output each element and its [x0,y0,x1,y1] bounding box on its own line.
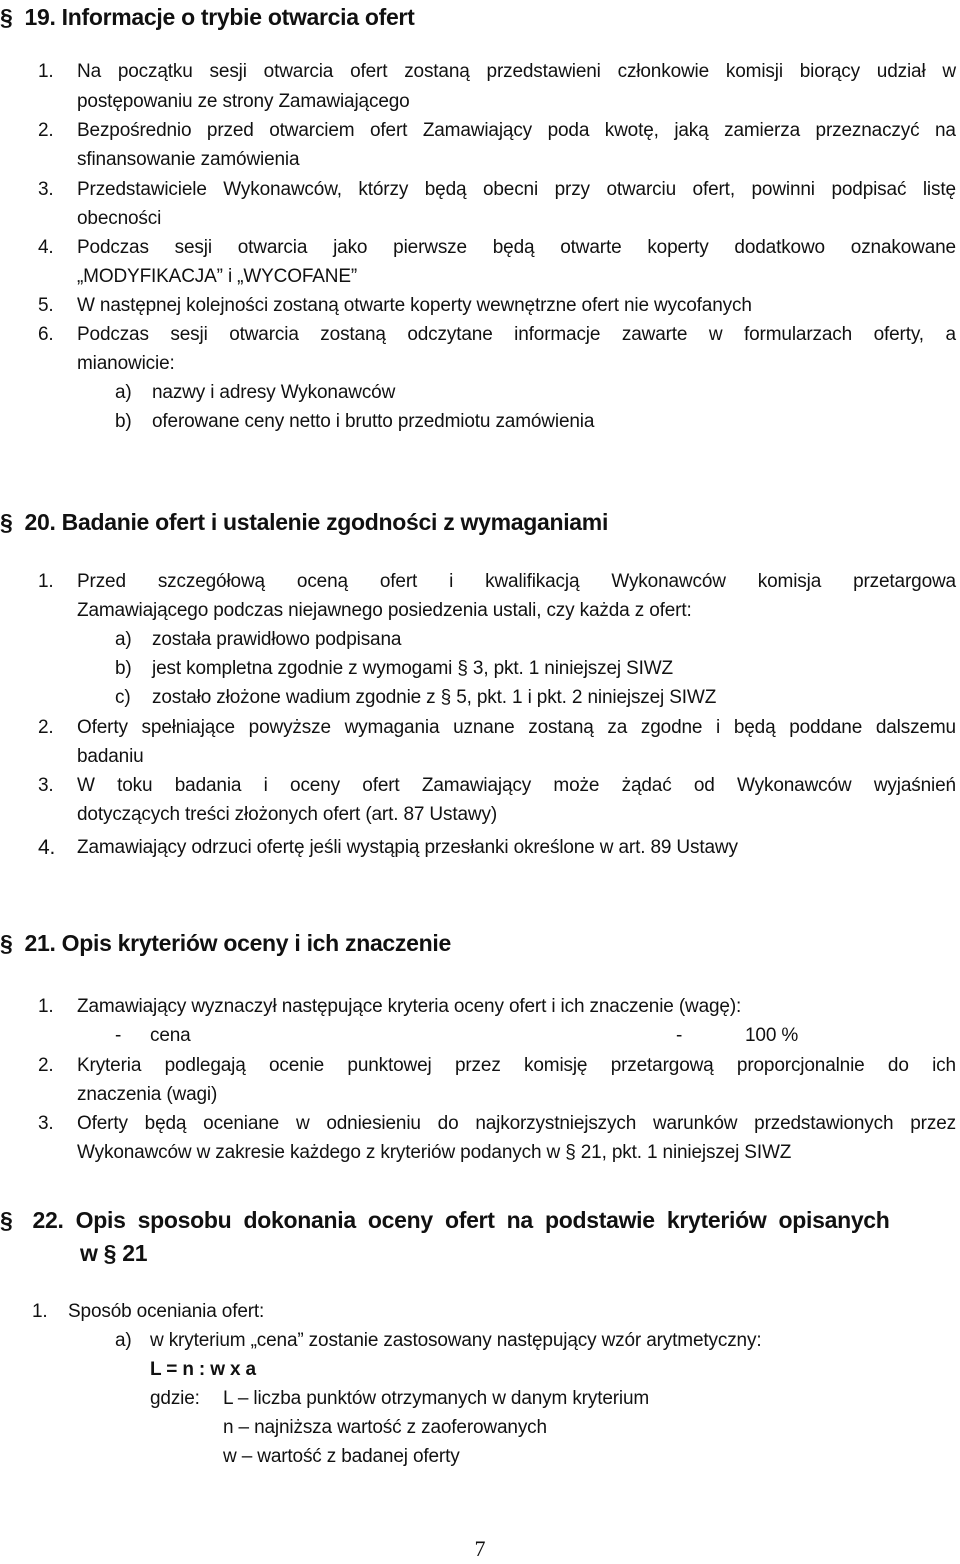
word: a [945,324,956,345]
word: zamierza [724,120,800,141]
section-heading-19 [0,2,414,32]
word: badania [174,775,242,796]
criterion-name: cena [150,1025,191,1046]
word: koperty [647,237,709,258]
word: Podczas [77,237,149,258]
item-number: 2. [38,120,54,141]
word: w [295,1113,310,1134]
word: podlegają [164,1055,246,1076]
word: otwarcia [229,324,299,345]
word: dodatkowo [734,237,825,258]
word: w [708,324,723,345]
item-number: 5. [38,295,54,316]
word: toku [117,775,153,796]
word: Zamawiający [422,120,533,141]
word: odczytane [407,324,493,345]
item-number: 1. [38,61,54,82]
word: przetargową [610,1055,714,1076]
word: wymagania [344,717,440,738]
section-heading-22 [0,1205,956,1235]
word: oferty, [873,324,924,345]
item-number: 2. [38,1055,54,1076]
item-text-line: „MODYFIKACJA” i „WYCOFANE” [77,266,358,287]
word: w [942,61,956,82]
word: kwalifikacją [485,571,580,592]
heading-text: 19. Informacje o trybie otwarcia ofert [24,4,415,30]
item-text-line: badaniu [77,746,144,767]
word: i [449,571,454,592]
word: zostaną [404,61,470,82]
word: ofert [362,775,400,796]
word: do [437,1113,459,1134]
word: ocenie [268,1055,325,1076]
criterion-dash: - [676,1025,683,1046]
word: przeznaczyć [815,120,920,141]
word: sesji [170,324,208,345]
word: Podczas [77,324,149,345]
word: obecni [482,179,539,200]
item-text-line [77,774,956,798]
word: Wykonawców, [223,179,342,200]
subitem-text: zostało złożone wadium zgodnie z § 5, pkt. 1 i pkt. 2 niniejszej SIWZ [152,687,717,708]
word: otwarcia [263,61,334,82]
item-text-line [77,236,956,260]
subitem-letter: a) [115,382,132,403]
page-number: 7 [474,1536,486,1561]
item-number: 6. [38,324,54,345]
item-text-line: dotyczących treści złożonych ofert (art. 87 Ustawy) [77,804,497,825]
word: punktowej [347,1055,432,1076]
word: najkorzystniejszych [475,1113,637,1134]
item-text-line: Wykonawców w zakresie każdego z kryteriów podanych w § 21, pkt. 1 niniejszej SIWZ [77,1142,792,1163]
item-number: 1. [38,571,54,592]
item-text-line: Sposób oceniania ofert: [68,1301,265,1322]
word: zawarte [621,324,688,345]
word: powyższe [248,717,331,738]
section-heading-20 [0,507,608,537]
word: za [607,717,628,738]
word: Oferty [77,717,128,738]
word: ofert [350,61,388,82]
word: początku [117,61,193,82]
section-sign: § [0,930,13,956]
word: do [887,1055,909,1076]
item-text-line [77,119,956,143]
word: biorący [799,61,860,82]
item-text-line [77,570,956,594]
word: będą [492,237,535,258]
word: będą [733,717,776,738]
legend-label: gdzie: [150,1388,200,1409]
word: ofert [370,120,408,141]
word: którzy [358,179,409,200]
item-number: 4. [38,237,54,258]
formula: L = n : w x a [150,1359,256,1380]
word: oznakowane [850,237,956,258]
word: wyjaśnień [873,775,956,796]
word: oceny [290,775,340,796]
word: pierwsze [393,237,467,258]
heading-text-line: w § 21 [80,1240,148,1266]
word: ich [932,1055,956,1076]
word: przez [454,1055,501,1076]
word: oceną [296,571,348,592]
word: Wykonawców [611,571,726,592]
subitem-text: oferowane ceny netto i brutto przedmiotu zamówienia [152,411,595,432]
word: Bezpośrednio [77,120,192,141]
word: Oferty [77,1113,128,1134]
section-heading-21 [0,928,451,958]
word: sesji [209,61,247,82]
legend-line: L – liczba punktów otrzymanych w danym kryterium [223,1388,650,1409]
subitem-letter: a) [115,629,132,650]
word: przez [910,1113,956,1134]
word: otwarciem [269,120,355,141]
legend-line: w – wartość z badanej oferty [223,1446,460,1467]
word: komisja [757,571,822,592]
item-number: 2. [38,717,54,738]
item-text-line [77,1112,956,1136]
word: otwarte [560,237,622,258]
word: sesji [174,237,212,258]
word: i [263,775,268,796]
heading-text-line: 22. Opis sposobu dokonania oceny ofert na podstawie kryteriów opisanych [32,1207,890,1233]
word: komisji [725,61,783,82]
word: przed [206,120,254,141]
item-text-line: Zamawiający odrzuci ofertę jeśli wystąpią przesłanki określone w art. 89 Ustawy [77,837,738,858]
item-text-line [77,323,956,347]
word: od [693,775,715,796]
subitem-text: nazwy i adresy Wykonawców [152,382,396,403]
criterion-dash: - [115,1025,122,1046]
word: żądać [621,775,672,796]
subitem-text: w kryterium „cena” zostanie zastosowany następujący wzór arytmetyczny: [150,1330,762,1351]
item-text-line: mianowicie: [77,353,175,374]
item-number: 3. [38,775,54,796]
word: Kryteria [77,1055,142,1076]
section-sign: § [0,1207,13,1233]
item-number: 1. [38,996,54,1017]
word: na [935,120,956,141]
word: szczegółową [157,571,265,592]
word: warunków [652,1113,738,1134]
heading-text: 20. Badanie ofert i ustalenie zgodności z wymaganiami [24,509,609,535]
word: Przed [77,571,126,592]
word: i [716,717,721,738]
word: Przedstawiciele [77,179,207,200]
item-text-line [77,60,956,84]
item-text-line: obecności [77,208,162,229]
item-number: 3. [38,1113,54,1134]
word: Zamawiający [421,775,532,796]
criterion-weight: 100 % [745,1025,799,1046]
word: przedstawieni [486,61,601,82]
word: powinni [751,179,815,200]
word: kwotę, [604,120,659,141]
word: W [77,775,95,796]
word: będą [424,179,467,200]
section-sign: § [0,509,13,535]
item-number: 3. [38,179,54,200]
subitem-text: została prawidłowo podpisana [152,629,402,650]
item-text-line: sfinansowanie zamówienia [77,149,300,170]
word: udział [876,61,926,82]
word: listę [922,179,956,200]
subitem-letter: c) [115,687,131,708]
word: może [553,775,600,796]
word: spełniające [141,717,235,738]
subitem-text: jest kompletna zgodnie z wymogami § 3, pkt. 1 niniejszej SIWZ [152,658,673,679]
subitem-letter: b) [115,411,132,432]
word: jako [333,237,368,258]
word: jaką [674,120,709,141]
word: odniesieniu [326,1113,421,1134]
item-number: 4. [38,836,56,859]
word: poda [547,120,590,141]
heading-text: 21. Opis kryteriów oceny i ich znaczenie [24,930,451,956]
word: dalszemu [875,717,956,738]
word: przetargowa [853,571,956,592]
item-text-line: znaczenia (wagi) [77,1084,218,1105]
word: ofert [379,571,418,592]
word: proporcjonalnie [736,1055,865,1076]
word: formularzach [744,324,853,345]
word: Na [77,61,101,82]
word: będą [144,1113,187,1134]
word: ofert, [692,179,735,200]
word: zgodne [640,717,703,738]
item-text-line [77,716,956,740]
word: komisję [524,1055,588,1076]
word: oceniane [203,1113,280,1134]
item-text-line [77,178,956,202]
word: przedstawionych [754,1113,894,1134]
word: podpisać [831,179,907,200]
word: poddane [789,717,863,738]
word: otwarcia [237,237,308,258]
word: zostaną [528,717,594,738]
word: przy [554,179,590,200]
legend-line: n – najniższa wartość z zaoferowanych [223,1417,547,1438]
word: Wykonawców [737,775,852,796]
item-text-line: W następnej kolejności zostaną otwarte koperty wewnętrzne ofert nie wycofanych [77,295,752,316]
item-text-line [77,1054,956,1078]
subitem-letter: b) [115,658,132,679]
item-number: 1. [32,1301,48,1322]
item-text-line: Zamawiający wyznaczył następujące kryteria oceny ofert i ich znaczenie (wagę): [77,996,742,1017]
word: uznane [453,717,515,738]
word: otwarciu [606,179,676,200]
section-sign: § [0,4,13,30]
item-text-line: postępowaniu ze strony Zamawiającego [77,91,410,112]
subitem-letter: a) [115,1330,132,1351]
item-text-line: Zamawiającego podczas niejawnego posiedzenia ustali, czy każda z ofert: [77,600,692,621]
word: informacje [514,324,601,345]
word: zostaną [320,324,386,345]
word: członkowie [617,61,710,82]
